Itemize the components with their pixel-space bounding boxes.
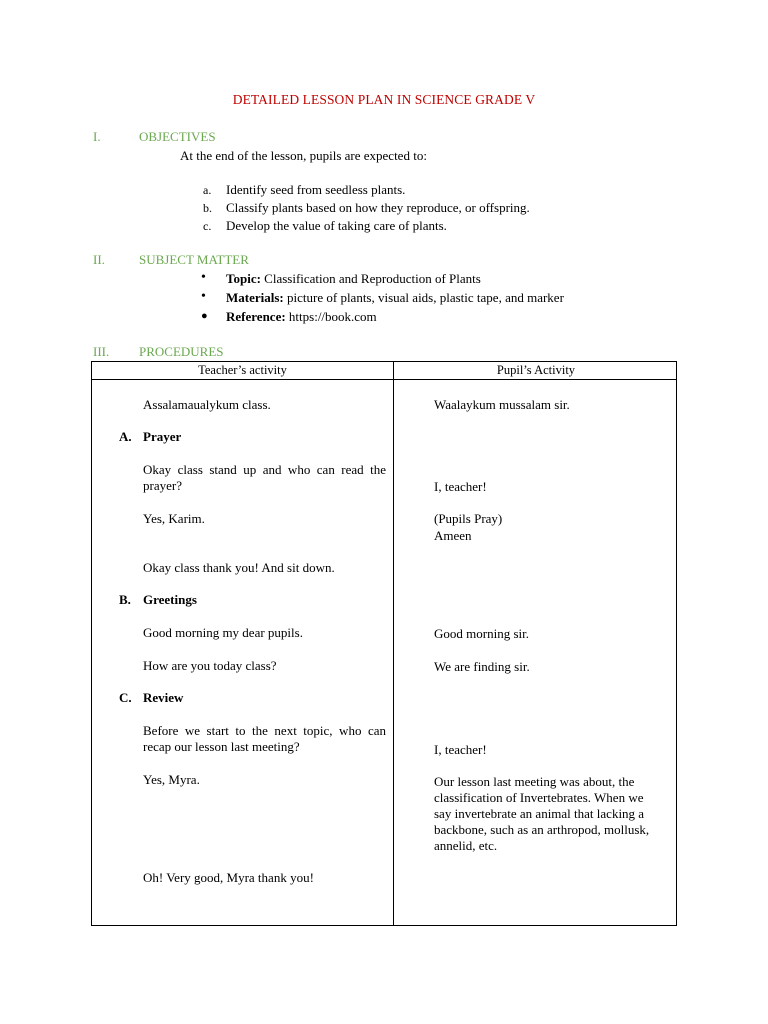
document-title: DETAILED LESSON PLAN IN SCIENCE GRADE V [232, 92, 536, 107]
pupil-column-header: Pupil’s Activity [496, 363, 576, 377]
teacher-line: Oh! Very good, Myra thank you! [143, 870, 314, 885]
objective-item: Identify seed from seedless plants. [226, 182, 406, 197]
subject-matter-heading: SUBJECT MATTER [139, 252, 249, 267]
subject-item-value: picture of plants, visual aids, plastic tape, and marker [283, 290, 564, 305]
pupil-line: I, teacher! [434, 479, 487, 494]
header-divider [92, 379, 676, 380]
teacher-line: Okay class stand up and who can read the prayer? [143, 462, 386, 493]
subject-item-label: Materials: [226, 290, 284, 305]
pupil-line: We are finding sir. [434, 659, 530, 674]
procedures-numeral: III. [93, 344, 110, 359]
objectives-heading: OBJECTIVES [139, 129, 216, 144]
pupil-line: Waalaykum mussalam sir. [434, 397, 570, 412]
subject-item-value: Classification and Reproduction of Plants [260, 271, 481, 286]
subject-item-reference [226, 309, 377, 325]
teacher-line: Good morning my dear pupils. [143, 625, 303, 640]
objective-item: Classify plants based on how they reproduce, or offspring. [226, 200, 530, 215]
section-label-greetings: Greetings [143, 592, 197, 607]
teacher-line: How are you today class? [143, 658, 277, 673]
teacher-line: Okay class thank you! And sit down. [143, 560, 335, 575]
teacher-line: Assalamaualykum class. [143, 397, 271, 412]
procedures-heading: PROCEDURES [139, 344, 224, 359]
bullet-icon: ● [201, 310, 208, 322]
pupil-line: (Pupils Pray) [434, 511, 503, 526]
subject-item-materials [226, 290, 564, 306]
subject-item-value: https://book.com [285, 309, 377, 324]
objective-item: Develop the value of taking care of plants. [226, 218, 447, 233]
procedures-table [91, 361, 677, 926]
objectives-intro: At the end of the lesson, pupils are expected to: [180, 148, 427, 163]
objective-letter: c. [203, 219, 212, 233]
section-label-review: Review [143, 690, 184, 705]
subject-item-topic [226, 271, 481, 287]
pupil-line: Our lesson last meeting was about, the classification of Invertebrates. When we say invertebrate an animal that lacking a backbone, such as an arthropod, mollusk, annelid, etc. [434, 774, 650, 853]
section-letter: C. [119, 690, 132, 705]
section-letter: A. [119, 429, 132, 444]
section-letter: B. [119, 592, 131, 607]
teacher-column-header: Teacher’s activity [198, 363, 287, 377]
subject-matter-numeral: II. [93, 252, 105, 267]
subject-item-label: Reference: [226, 309, 286, 324]
section-label-prayer: Prayer [143, 429, 182, 444]
teacher-line: Before we start to the next topic, who can recap our lesson last meeting? [143, 723, 386, 754]
objective-letter: a. [203, 183, 212, 197]
objectives-numeral: I. [93, 129, 101, 144]
bullet-icon: • [201, 289, 206, 304]
column-divider [393, 362, 394, 925]
bullet-icon: • [201, 270, 206, 285]
teacher-line: Yes, Karim. [143, 511, 205, 526]
pupil-line: Good morning sir. [434, 626, 529, 641]
teacher-line: Yes, Myra. [143, 772, 200, 787]
pupil-line: I, teacher! [434, 742, 487, 757]
pupil-line: Ameen [434, 528, 472, 543]
subject-item-label: Topic: [226, 271, 261, 286]
objective-letter: b. [203, 201, 212, 215]
